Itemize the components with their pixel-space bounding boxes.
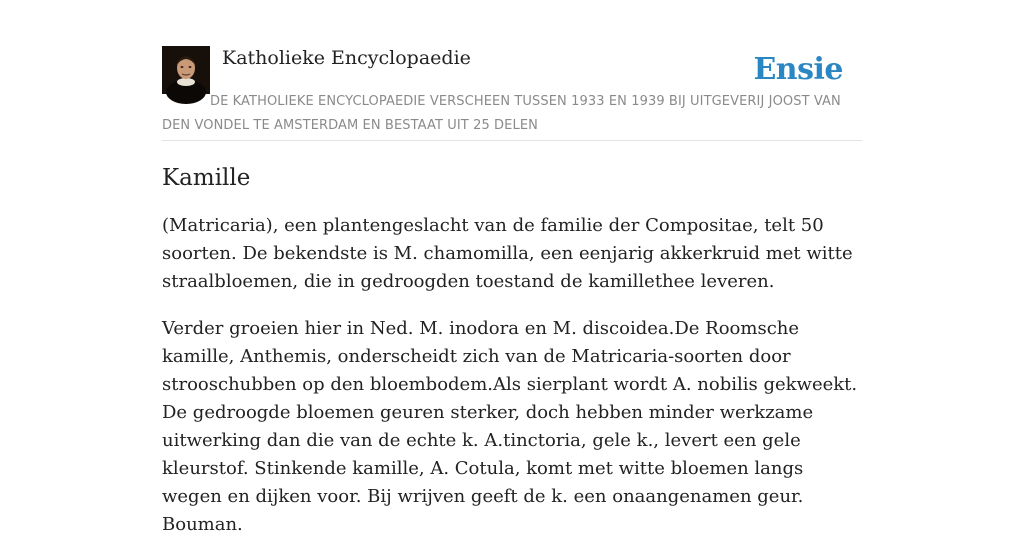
article-paragraph: Verder groeien hier in Ned. M. inodora en M. discoidea.De Roomsche kamille, Anthemis, onderscheidt zich van de Matricaria-soorten door strooschubben op den bloembodem.Als sierplant wordt A. nobilis gekweekt. De gedroogde bloemen geuren sterker, doch hebben minder werkzame uitwerking dan die van de echte k. A.tinctoria, gele k., levert een gele kleurstof. Stinkende kamille, A. Cotula, komt met witte bloemen langs wegen en dijken voor. Bij wrijven geeft de k. een onaangenamen geur. Bouman.	[162, 318, 858, 535]
article-title: Kamille	[162, 165, 251, 191]
article	[162, 160, 867, 558]
publication-avatar[interactable]	[162, 46, 210, 94]
article-paragraph: (Matricaria), een plantengeslacht van de familie der Compositae, telt 50 soorten. De bekendste is M. chamomilla, een eenjarig akkerkruid met witte straalbloemen, die in gedroogden toestand de kamillethee leveren.	[162, 215, 853, 292]
publication-description: DE KATHOLIEKE ENCYCLOPAEDIE VERSCHEEN TUSSEN 1933 EN 1939 BIJ UITGEVERIJ JOOST VAN DEN VONDEL TE AMSTERDAM EN BESTAAT UIT 25 DELEN	[162, 94, 841, 133]
portrait-icon	[162, 46, 210, 94]
publication-title[interactable]: Katholieke Encyclopaedie	[222, 47, 471, 69]
publication-header	[162, 46, 862, 141]
ensie-logo[interactable]: Ensie	[753, 52, 843, 87]
